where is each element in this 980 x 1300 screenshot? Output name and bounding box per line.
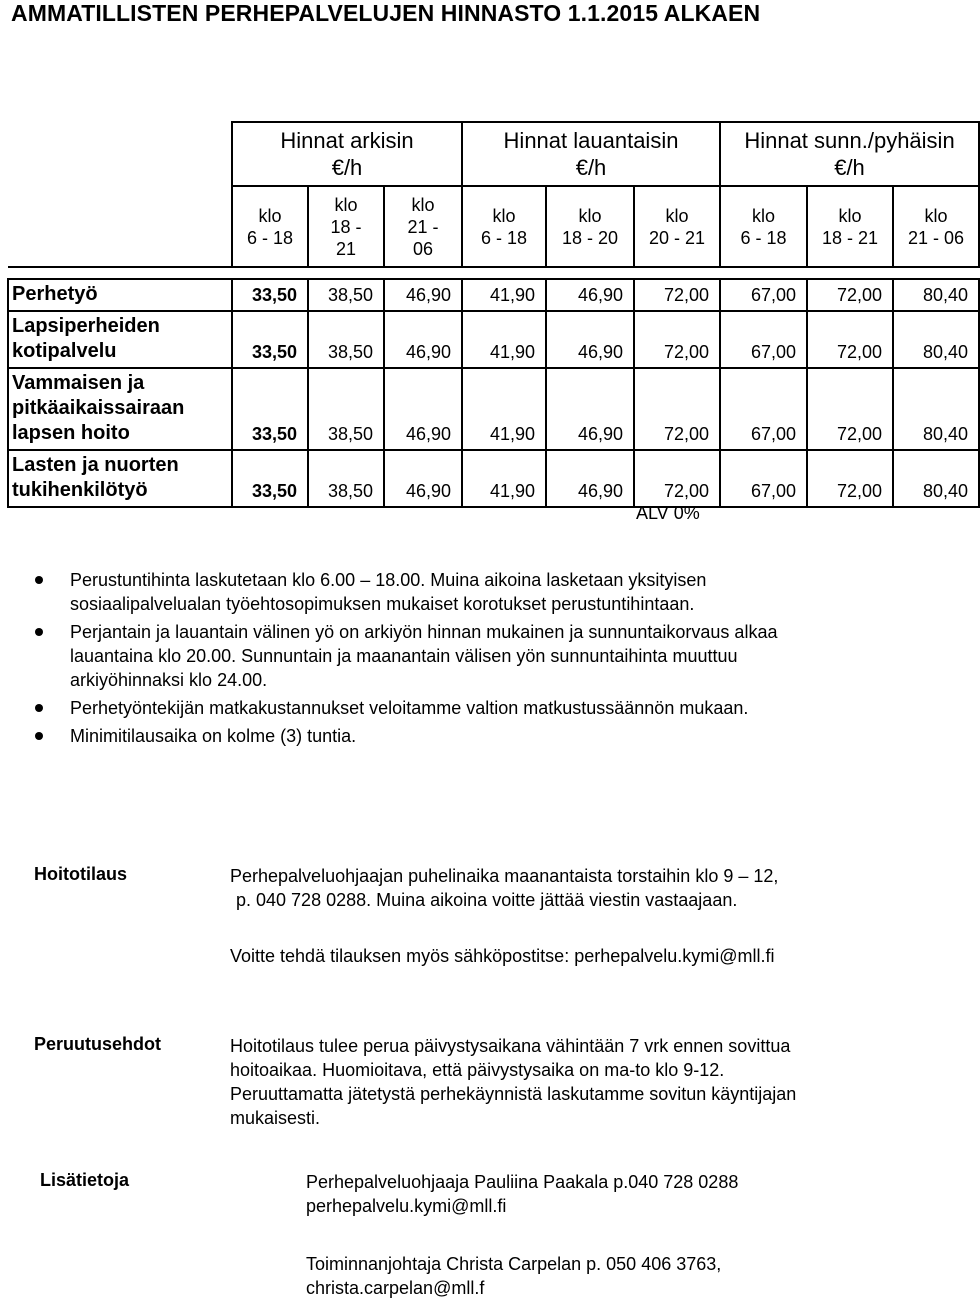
note-item: Minimitilausaika on kolme (3) tuntia. <box>35 724 935 748</box>
price-cell: 72,00 <box>634 368 720 450</box>
price-cell: 67,00 <box>720 368 807 450</box>
notes-list <box>35 568 935 752</box>
lisatietoja-label: Lisätietoja <box>40 1170 130 1190</box>
price-cell: 67,00 <box>720 311 807 368</box>
time-range-header: klo 21 - 06 <box>384 186 462 267</box>
table-row <box>8 311 979 368</box>
note-item: Perhetyöntekijän matkakustannukset veloitamme valtion matkustussäännön mukaan. <box>35 696 935 720</box>
table-row <box>8 450 979 507</box>
price-cell: 80,40 <box>893 450 979 507</box>
group-header-saturday: Hinnat lauantaisin €/h <box>462 122 720 186</box>
peruutusehdot-label: Peruutusehdot <box>34 1034 162 1054</box>
service-name: Vammaisen ja pitkäaikaissairaan lapsen hoito <box>8 368 232 450</box>
time-range-header: klo 20 - 21 <box>634 186 720 267</box>
service-name: Lapsiperheiden kotipalvelu <box>8 311 232 368</box>
contact-paakala: Perhepalveluohjaaja Pauliina Paakala p.040 728 0288 perhepalvelu.kymi@mll.fi <box>306 1172 739 1216</box>
price-cell: 72,00 <box>807 311 893 368</box>
price-cell: 33,50 <box>232 279 308 311</box>
bullet-icon <box>35 628 43 636</box>
time-range-header: klo 21 - 06 <box>893 186 979 267</box>
price-cell: 46,90 <box>384 450 462 507</box>
price-cell: 46,90 <box>546 279 634 311</box>
price-cell: 80,40 <box>893 279 979 311</box>
corner-cell <box>8 186 232 267</box>
vat-note: ALV 0% <box>636 503 700 523</box>
service-name: Perhetyö <box>8 279 232 311</box>
price-cell: 33,50 <box>232 450 308 507</box>
group-header-sunday: Hinnat sunn./pyhäisin €/h <box>720 122 979 186</box>
note-item: Perustuntihinta laskutetaan klo 6.00 – 18.00. Muina aikoina lasketaan yksityisen sosiaalipalvelualan työehtosopimuksen mukaiset korotukset perustuntihintaan. <box>35 568 935 616</box>
group-header-weekday: Hinnat arkisin €/h <box>232 122 462 186</box>
note-item: Perjantain ja lauantain välinen yö on arkiyön hinnan mukainen ja sunnuntaikorvaus alkaa lauantaina klo 20.00. Sunnuntain ja maanantain välisen yön sunnuntaihinta muuttuu arkiyöhinnaksi klo 24.00. <box>35 620 935 692</box>
header-gap <box>8 267 979 279</box>
price-cell: 46,90 <box>546 368 634 450</box>
price-cell: 41,90 <box>462 311 546 368</box>
time-range-header: klo 18 - 21 <box>308 186 384 267</box>
table-row <box>8 279 979 311</box>
price-cell: 46,90 <box>546 311 634 368</box>
hoitotilaus-label: Hoitotilaus <box>34 864 127 884</box>
peruutusehdot-text: Hoitotilaus tulee perua päivystysaikana vähintään 7 vrk ennen sovittua hoitoaikaa. Huomioitava, että päivystysaika on ma-to klo 9-12. Peruuttamatta jätetystä perhekäynnistä laskutamme sovitun käyntijajan mukaisesti. <box>230 1036 797 1128</box>
corner-cell <box>8 122 232 186</box>
price-cell: 41,90 <box>462 279 546 311</box>
price-table <box>7 121 980 508</box>
price-cell: 38,50 <box>308 279 384 311</box>
bullet-icon <box>35 732 43 740</box>
price-cell: 72,00 <box>634 279 720 311</box>
price-cell: 38,50 <box>308 450 384 507</box>
price-cell: 67,00 <box>720 450 807 507</box>
price-cell: 72,00 <box>807 368 893 450</box>
time-range-header: klo 18 - 20 <box>546 186 634 267</box>
price-cell: 46,90 <box>384 311 462 368</box>
time-range-header: klo 6 - 18 <box>462 186 546 267</box>
price-cell: 72,00 <box>807 279 893 311</box>
price-cell: 38,50 <box>308 368 384 450</box>
time-range-header: klo 18 - 21 <box>807 186 893 267</box>
price-cell: 72,00 <box>807 450 893 507</box>
page-title: AMMATILLISTEN PERHEPALVELUJEN HINNASTO 1.1.2015 ALKAEN <box>11 0 761 26</box>
service-name: Lasten ja nuorten tukihenkilötyö <box>8 450 232 507</box>
price-cell: 41,90 <box>462 450 546 507</box>
table-row <box>8 368 979 450</box>
bullet-icon <box>35 704 43 712</box>
price-cell: 72,00 <box>634 311 720 368</box>
price-cell: 80,40 <box>893 368 979 450</box>
hoitotilaus-email-line: Voitte tehdä tilauksen myös sähköpostitse: perhepalvelu.kymi@mll.fi <box>230 946 775 966</box>
price-cell: 38,50 <box>308 311 384 368</box>
price-cell: 67,00 <box>720 279 807 311</box>
bullet-icon <box>35 576 43 584</box>
price-cell: 72,00 <box>634 450 720 507</box>
price-cell: 46,90 <box>384 368 462 450</box>
time-range-header: klo 6 - 18 <box>232 186 308 267</box>
price-cell: 46,90 <box>546 450 634 507</box>
time-range-header: klo 6 - 18 <box>720 186 807 267</box>
contact-carpelan: Toiminnanjohtaja Christa Carpelan p. 050 406 3763, christa.carpelan@mll.f <box>306 1254 722 1298</box>
price-cell: 46,90 <box>384 279 462 311</box>
price-cell: 80,40 <box>893 311 979 368</box>
hoitotilaus-text: Perhepalveluohjaajan puhelinaika maanantaista torstaihin klo 9 – 12, p. 040 728 0288. Muina aikoina voitte jättää viestin vastaajaan. <box>230 866 779 910</box>
price-cell: 33,50 <box>232 368 308 450</box>
price-cell: 41,90 <box>462 368 546 450</box>
price-cell: 33,50 <box>232 311 308 368</box>
